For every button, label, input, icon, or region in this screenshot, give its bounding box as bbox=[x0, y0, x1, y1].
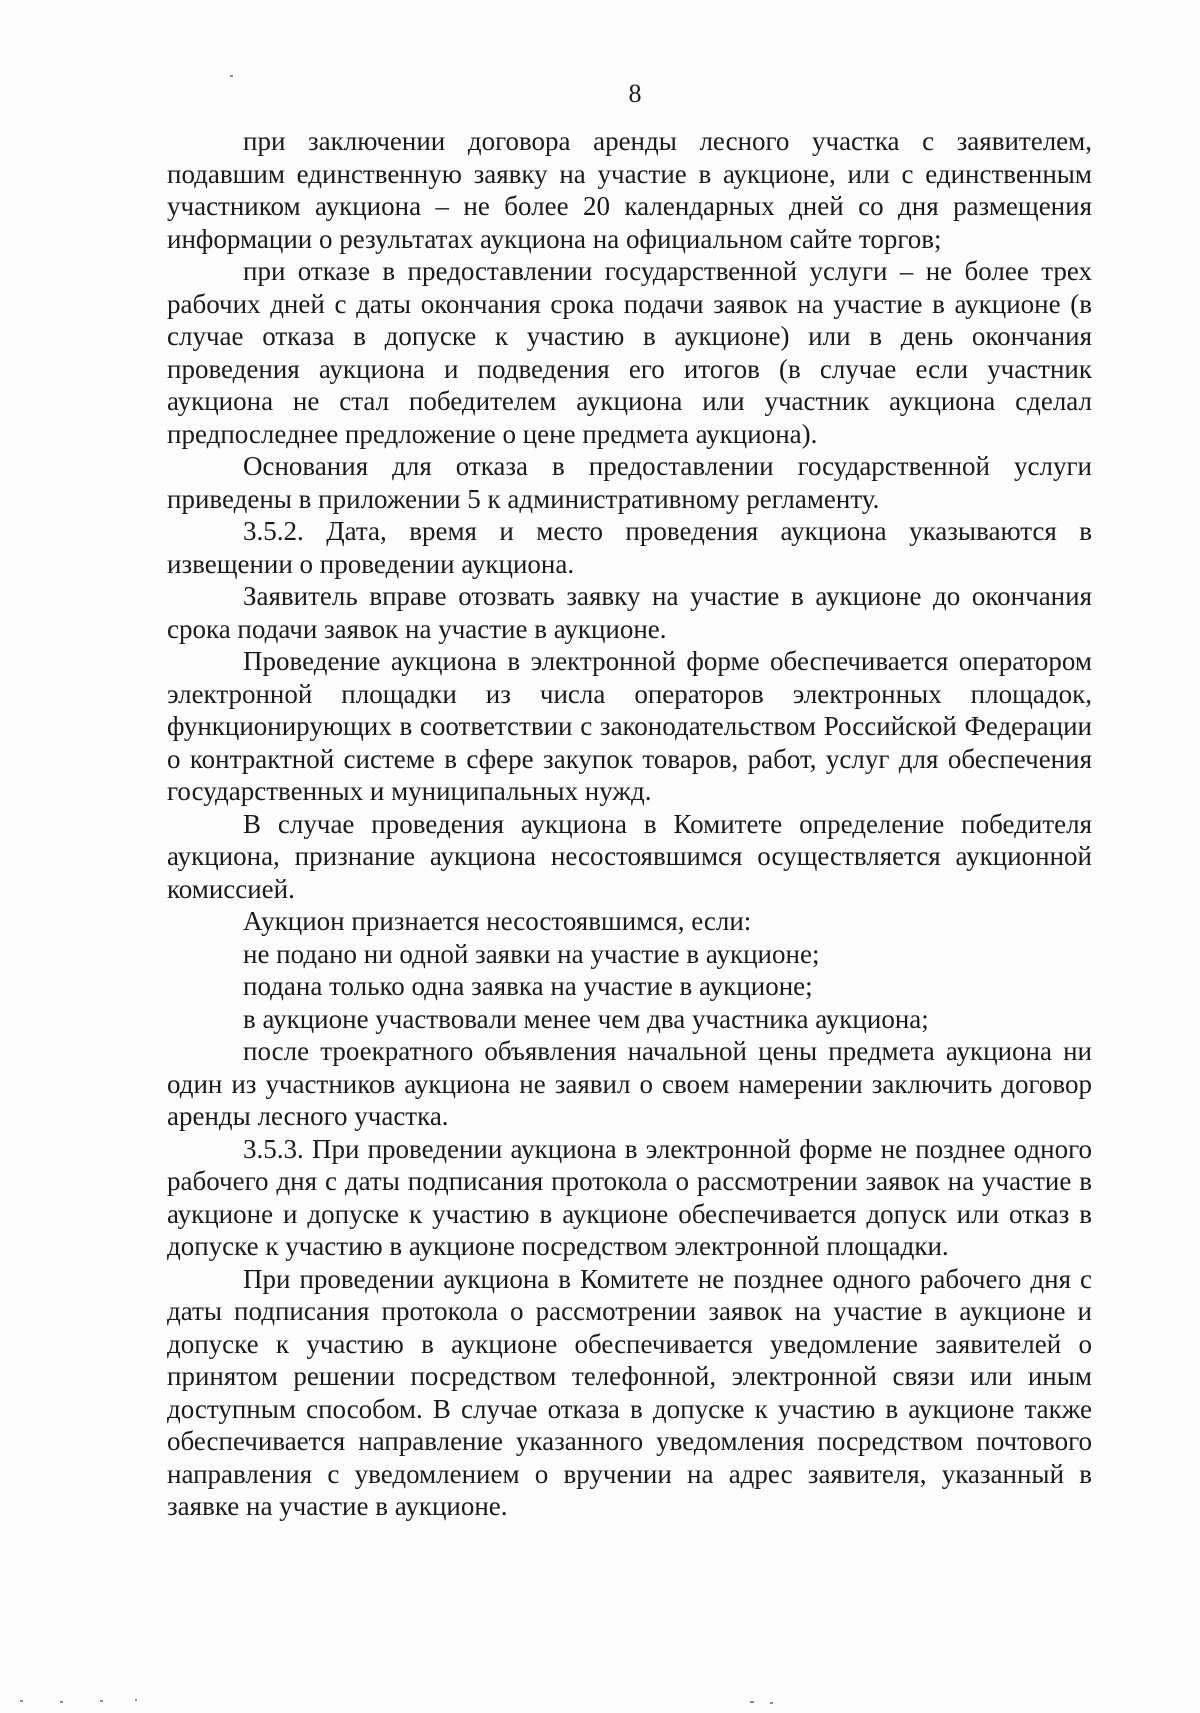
scan-artifact bbox=[135, 1699, 137, 1701]
paragraph: В случае проведения аукциона в Комитете определение победителя аукциона, признание аукциона несостоявшимся осуществляется аукционной комиссией. bbox=[167, 808, 1092, 904]
paragraph: Проведение аукциона в электронной форме обеспечивается оператором электронной площадки из числа операторов электронных площадок, функционирующих в соответствии с законодательством Российской Федерации о контрактной системе в сфере закупок товаров, работ, услуг для обеспечения государственных и муниципальных нужд. bbox=[167, 646, 1092, 806]
paragraph: при отказе в предоставлении государственной услуги – не более трех рабочих дней с даты окончания срока подачи заявок на участие в аукционе (в случае отказа в допуске к участию в аукционе) или в день окончания проведения аукциона и подведения его итогов (в случае если участник аукциона не стал победителем аукциона или участник аукциона сделал предпоследнее предложение о цене предмета аукциона). bbox=[167, 256, 1092, 449]
paragraph: 3.5.3. При проведении аукциона в электронной форме не позднее одного рабочего дня с даты подписания протокола о рассмотрении заявок на участие в аукционе и допуске к участию в аукционе обеспечивается допуск или отказ в допуске к участию в аукционе посредством электронной площадки. bbox=[167, 1133, 1092, 1261]
document-body bbox=[167, 125, 1092, 1523]
paragraph: при заключении договора аренды лесного участка с заявителем, подавшим единственную заявку на участие в аукционе, или с единственным участником аукциона – не более 20 календарных дней со дня размещения информации о результатах аукциона на официальном сайте торгов; bbox=[167, 126, 1092, 254]
list-item: подана только одна заявка на участие в аукционе; bbox=[243, 971, 813, 1001]
list-item: Аукцион признается несостоявшимся, если: bbox=[243, 906, 752, 936]
paragraph: Заявитель вправе отозвать заявку на участие в аукционе до окончания срока подачи заявок на участие в аукционе. bbox=[167, 581, 1092, 644]
list-item: в аукционе участвовали менее чем два участника аукциона; bbox=[243, 1003, 929, 1034]
paragraph: 3.5.2. Дата, время и место проведения аукциона указываются в извещении о проведении аукциона. bbox=[167, 516, 1092, 579]
list-item: не подано ни одной заявки на участие в аукционе; bbox=[243, 938, 820, 969]
scan-artifact bbox=[230, 75, 233, 77]
scan-artifact bbox=[100, 1700, 103, 1702]
paragraph: При проведении аукциона в Комитете не позднее одного рабочего дня с даты подписания протокола о рассмотрении заявок на участие в аукционе и допуске к участию в аукционе обеспечивается уведомление заявителей о принятом решении посредством телефонной, электронной связи или иным доступным способом. В случае отказа в допуске к участию в аукционе также обеспечивается направление указанного уведомления посредством почтового направления с уведомлением о вручении на адрес заявителя, указанный в заявке на участие в аукционе. bbox=[167, 1263, 1092, 1521]
scan-artifact bbox=[60, 1701, 63, 1703]
paragraph: Основания для отказа в предоставлении государственной услуги приведены в приложении 5 к административному регламенту. bbox=[167, 451, 1092, 514]
list-item: после троекратного объявления начальной цены предмета аукциона ни один из участников аукциона не заявил о своем намерении заключить договор аренды лесного участка. bbox=[167, 1036, 1092, 1131]
scan-artifact bbox=[750, 1701, 754, 1703]
scan-artifact bbox=[20, 1700, 23, 1702]
scan-artifact bbox=[770, 1702, 773, 1704]
page-number: 8 bbox=[628, 79, 642, 108]
